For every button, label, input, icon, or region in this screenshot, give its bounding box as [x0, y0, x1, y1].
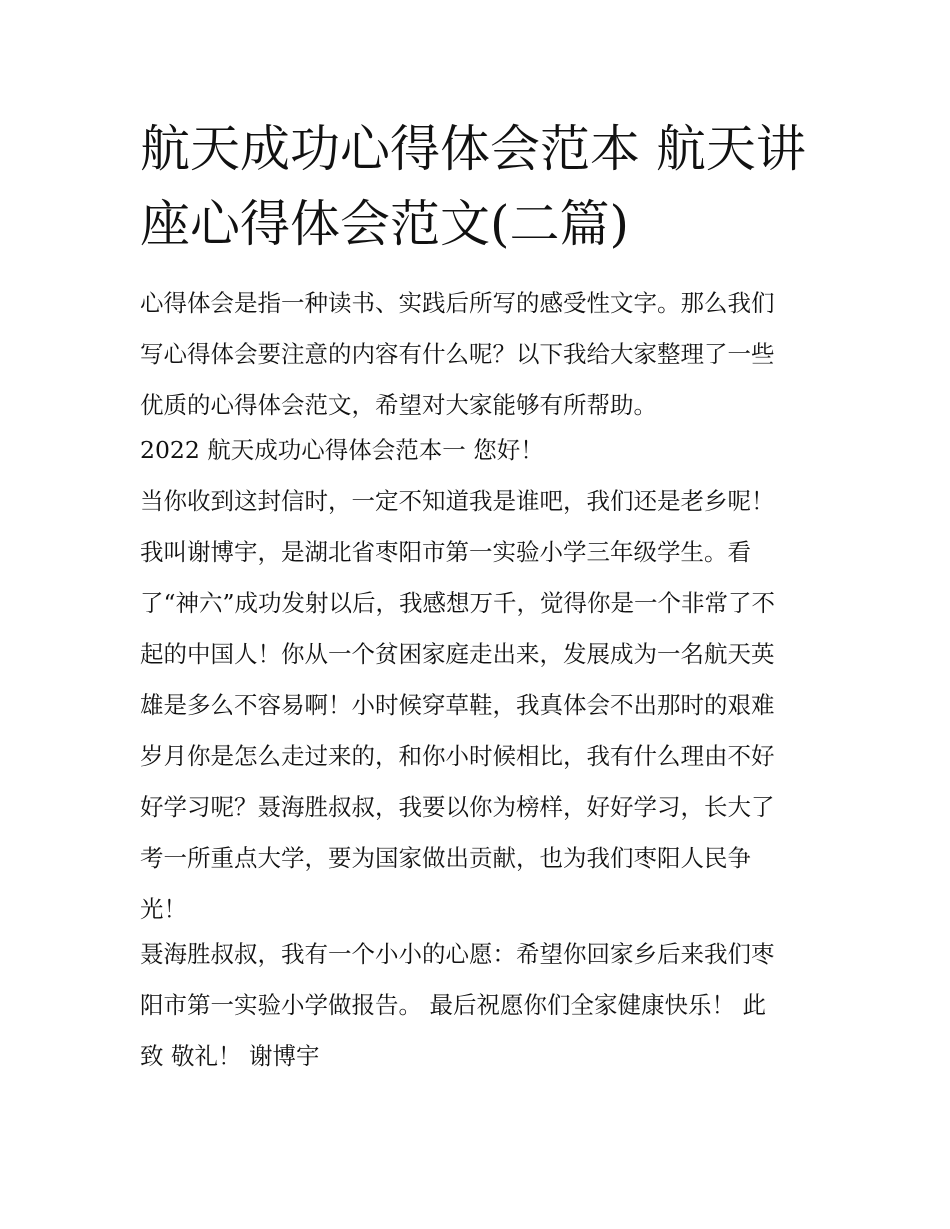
body-line: 当你收到这封信时，一定不知道我是谁吧，我们还是老乡呢！ [140, 487, 775, 515]
title-line: 座心得体会范文(二篇) [140, 195, 630, 253]
document-title [140, 112, 820, 262]
body-line: 好学习呢？聂海胜叔叔，我要以你为榜样，好好学习，长大了 [140, 793, 775, 821]
title-line: 航天成功心得体会范本 航天讲 [140, 120, 806, 178]
body-line: 光！ [140, 895, 187, 923]
body-line: 岁月你是怎么走过来的，和你小时候相比，我有什么理由不好 [140, 742, 775, 770]
body-line: 优质的心得体会范文，希望对大家能够有所帮助。 [140, 391, 657, 419]
signature-line: 致 敬礼！ 谢博宇 [140, 1042, 320, 1070]
body-line: 阳市第一实验小学做报告。 最后祝愿你们全家健康快乐！ 此 [140, 991, 766, 1019]
body-line: 心得体会是指一种读书、实践后所写的感受性文字。那么我们 [140, 289, 775, 317]
body-line: 考一所重点大学，要为国家做出贡献，也为我们枣阳人民争 [140, 844, 751, 872]
body-line: 聂海胜叔叔，我有一个小小的心愿：希望你回家乡后来我们枣 [140, 940, 775, 968]
section-heading: 2022 航天成功心得体会范本一 您好！ [140, 436, 544, 464]
document-body [140, 280, 820, 1084]
body-line: 我叫谢博宇，是湖北省枣阳市第一实验小学三年级学生。看 [140, 538, 751, 566]
body-line: 雄是多么不容易啊！小时候穿草鞋，我真体会不出那时的艰难 [140, 691, 775, 719]
body-line: 起的中国人！你从一个贫困家庭走出来，发展成为一名航天英 [140, 640, 775, 668]
body-line: 了“神六”成功发射以后，我感想万千，觉得你是一个非常了不 [140, 589, 776, 617]
body-line: 写心得体会要注意的内容有什么呢？以下我给大家整理了一些 [140, 340, 775, 368]
